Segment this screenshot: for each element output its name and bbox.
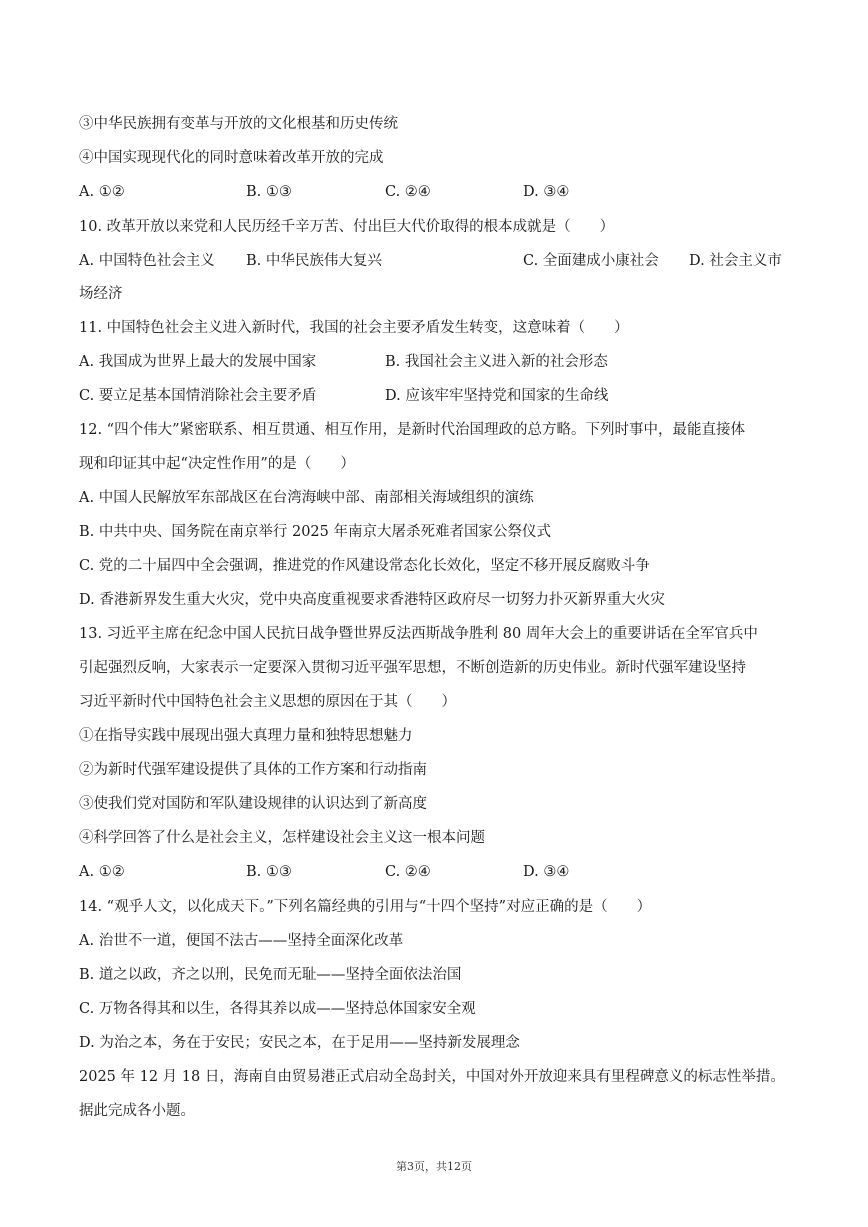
q11-option-d: D. 应该牢牢坚持党和国家的生命线 bbox=[385, 388, 609, 404]
material-intro-line-2: 据此完成各小题。 bbox=[79, 1103, 195, 1119]
q9-option-d: D. ③④ bbox=[523, 184, 570, 200]
q13-statement-4: ④科学回答了什么是社会主义，怎样建设社会主义这一根本问题 bbox=[79, 830, 485, 846]
page-number-footer: 第3页，共12页 bbox=[396, 1160, 472, 1173]
q14-option-d: D. 为治之本，务在于安民；安民之本，在于足用——坚持新发展理念 bbox=[79, 1035, 520, 1051]
q13-option-d: D. ③④ bbox=[523, 864, 570, 880]
q9-option-c: C. ②④ bbox=[385, 184, 431, 200]
q14-option-b: B. 道之以政，齐之以刑，民免而无耻——坚持全面依法治国 bbox=[79, 967, 462, 983]
q9-statement-3: ③中华民族拥有变革与开放的文化根基和历史传统 bbox=[79, 116, 398, 132]
q10-stem: 10. 改革开放以来党和人民历经千辛万苦、付出巨大代价取得的根本成就是（ ） bbox=[79, 219, 615, 235]
q10-option-d: D. 社会主义市 bbox=[689, 253, 782, 269]
q12-option-d: D. 香港新界发生重大火灾，党中央高度重视要求香港特区政府尽一切努力扑灭新界重大火灾 bbox=[79, 592, 665, 608]
q10-option-d-continuation: 场经济 bbox=[79, 286, 123, 302]
q12-option-a: A. 中国人民解放军东部战区在台湾海峡中部、南部相关海域组织的演练 bbox=[79, 490, 534, 506]
q9-statement-4: ④中国实现现代化的同时意味着改革开放的完成 bbox=[79, 150, 384, 166]
q13-option-b: B. ①③ bbox=[246, 864, 292, 880]
q13-statement-3: ③使我们党对国防和军队建设规律的认识达到了新高度 bbox=[79, 796, 427, 812]
q13-stem-line-2: 引起强烈反响，大家表示一定要深入贯彻习近平强军思想，不断创造新的历史伟业。新时代强军建设坚持 bbox=[79, 660, 746, 676]
q13-stem-line-3: 习近平新时代中国特色社会主义思想的原因在于其（ ） bbox=[79, 694, 456, 710]
q13-stem-line-1: 13. 习近平主席在纪念中国人民抗日战争暨世界反法西斯战争胜利 80 周年大会上的重要讲话在全军官兵中 bbox=[79, 626, 758, 642]
q10-option-c: C. 全面建成小康社会 bbox=[523, 253, 659, 269]
q14-stem: 14. “观乎人文，以化成天下。”下列名篇经典的引用与“十四个坚持”对应正确的是（ ） bbox=[79, 899, 652, 915]
q10-option-b: B. 中华民族伟大复兴 bbox=[246, 253, 382, 269]
q9-option-a: A. ①② bbox=[79, 184, 125, 200]
q12-stem-line-1: 12. “四个伟大”紧密联系、相互贯通、相互作用，是新时代治国理政的总方略。下列时事中，最能直接体 bbox=[79, 422, 745, 438]
q13-option-c: C. ②④ bbox=[385, 864, 431, 880]
q11-stem: 11. 中国特色社会主义进入新时代，我国的社会主要矛盾发生转变，这意味着（ ） bbox=[79, 320, 629, 336]
q9-option-b: B. ①③ bbox=[246, 184, 292, 200]
q12-option-c: C. 党的二十届四中全会强调，推进党的作风建设常态化长效化，坚定不移开展反腐败斗争 bbox=[79, 558, 650, 574]
q12-stem-line-2: 现和印证其中起“决定性作用”的是（ ） bbox=[79, 456, 355, 472]
q14-option-c: C. 万物各得其和以生，各得其养以成——坚持总体国家安全观 bbox=[79, 1001, 476, 1017]
q13-statement-2: ②为新时代强军建设提供了具体的工作方案和行动指南 bbox=[79, 762, 427, 778]
q13-statement-1: ①在指导实践中展现出强大真理力量和独特思想魅力 bbox=[79, 728, 413, 744]
q14-option-a: A. 治世不一道，便国不法古——坚持全面深化改革 bbox=[79, 933, 404, 949]
q13-option-a: A. ①② bbox=[79, 864, 125, 880]
material-intro-line-1: 2025 年 12 月 18 日，海南自由贸易港正式启动全岛封关，中国对外开放迎来具有里程碑意义的标志性举措。 bbox=[79, 1069, 785, 1085]
q10-option-a: A. 中国特色社会主义 bbox=[79, 253, 215, 269]
q12-option-b: B. 中共中央、国务院在南京举行 2025 年南京大屠杀死难者国家公祭仪式 bbox=[79, 524, 551, 540]
q11-option-c: C. 要立足基本国情消除社会主要矛盾 bbox=[79, 388, 317, 404]
q11-option-b: B. 我国社会主义进入新的社会形态 bbox=[385, 354, 608, 370]
q11-option-a: A. 我国成为世界上最大的发展中国家 bbox=[79, 354, 317, 370]
